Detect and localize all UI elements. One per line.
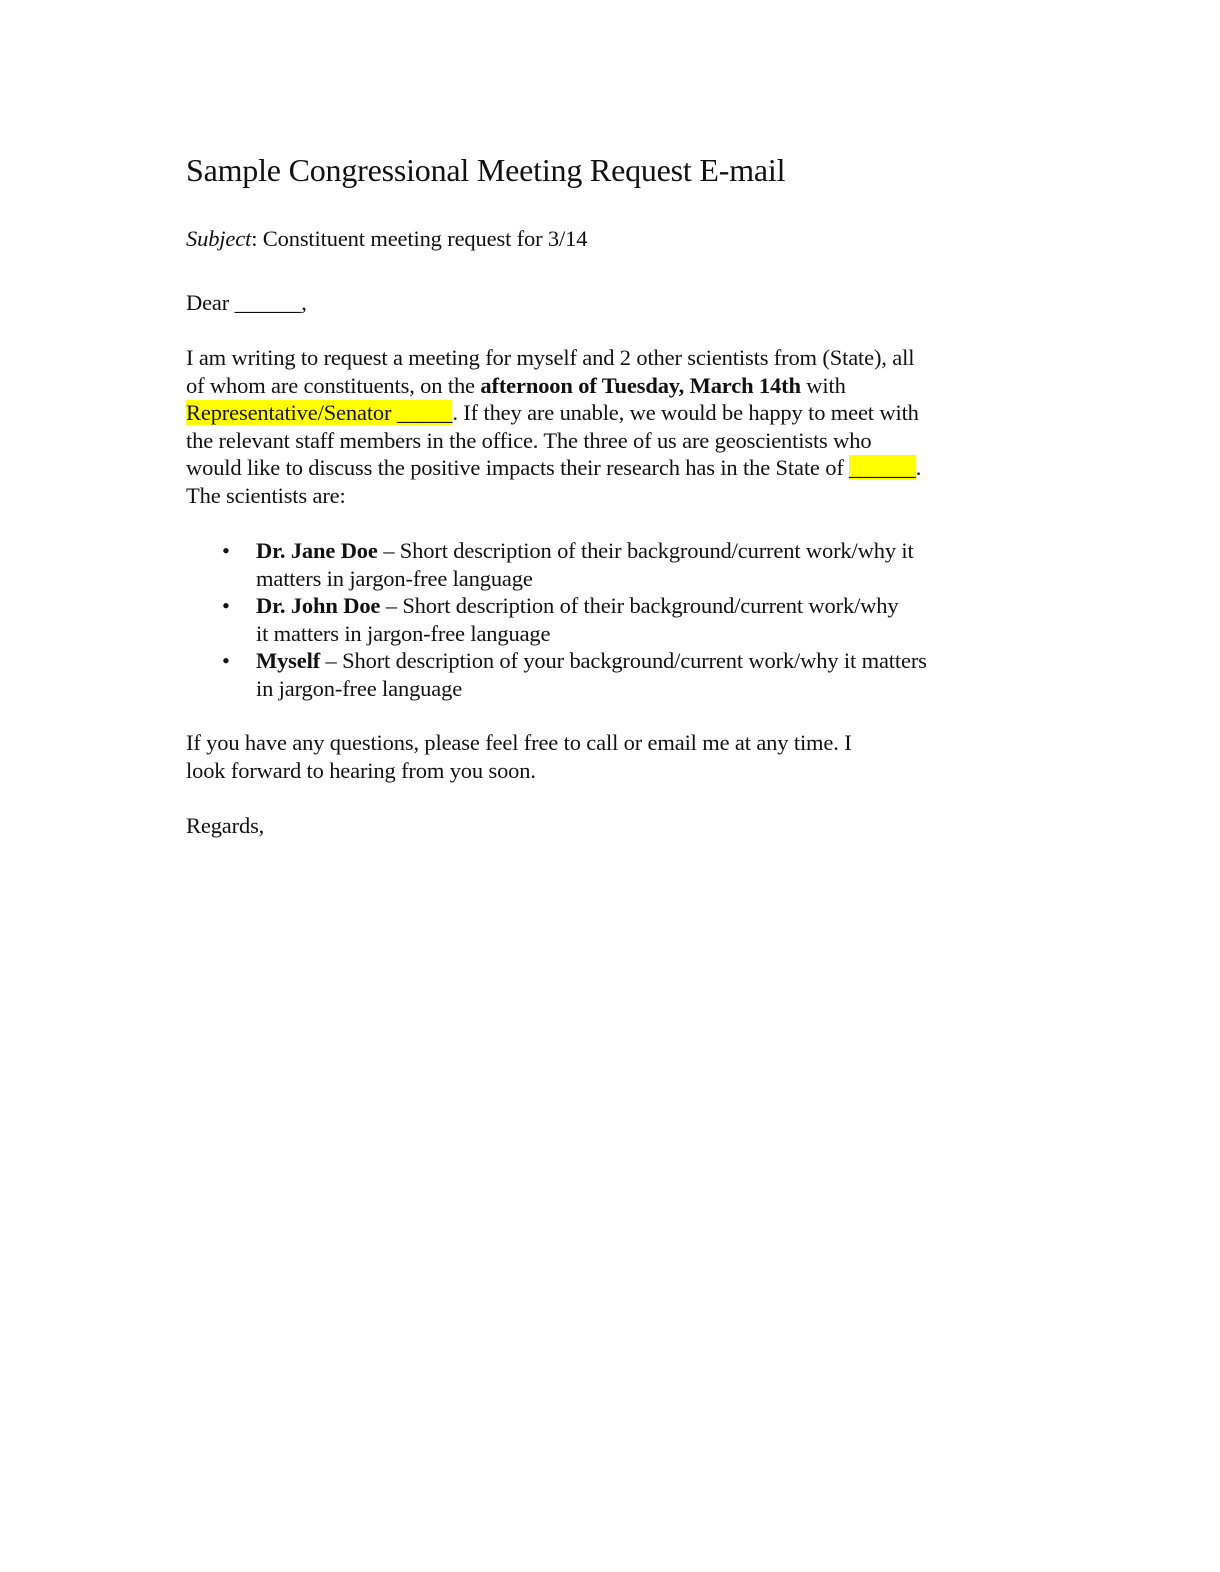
- paragraph-text: of whom are constituents, on the: [186, 372, 481, 398]
- paragraph-line: If you have any questions, please feel free to call or email me at any time. I: [186, 730, 852, 755]
- email-subject: [186, 225, 587, 253]
- scientist-description: in jargon-free language: [256, 675, 463, 701]
- salutation: [186, 289, 307, 317]
- paragraph-text: with: [800, 372, 846, 398]
- paragraph-text: . If they are unable, we would be happy to meet with: [452, 400, 919, 425]
- contact-paragraph: [186, 729, 852, 784]
- bullet-icon: •: [222, 648, 230, 673]
- bullet-icon: •: [222, 538, 230, 563]
- list-item: [186, 537, 927, 592]
- salutation-punct: ,: [301, 290, 307, 315]
- closing: Regards,: [186, 813, 265, 838]
- paragraph-text: .: [915, 455, 922, 480]
- paragraph-line: look forward to hearing from you soon.: [186, 757, 536, 783]
- paragraph-line: [186, 372, 921, 400]
- meeting-date-bold: afternoon of Tuesday, March 14th: [480, 372, 801, 398]
- paragraph-line: The scientists are:: [186, 482, 346, 508]
- subject-text: Constituent meeting request for 3/14: [257, 226, 588, 251]
- list-item: [186, 647, 927, 702]
- recipient-blank: ______: [234, 290, 302, 315]
- scientist-description: it matters in jargon-free language: [256, 620, 551, 646]
- paragraph-line: [186, 399, 921, 427]
- scientist-description: – Short description of their background/current work/why it: [377, 538, 914, 563]
- scientist-name: Myself: [256, 648, 321, 673]
- paragraph-text: would like to discuss the positive impacts their research has in the State of: [186, 455, 850, 480]
- subject-label: Subject: [186, 226, 252, 251]
- salutation-text: Dear: [186, 290, 235, 315]
- scientist-name: Dr. John Doe: [256, 593, 381, 618]
- paragraph-line: [186, 454, 921, 482]
- representative-highlight: Representative/Senator _____: [186, 400, 453, 425]
- scientist-description: – Short description of their background/current work/why: [380, 593, 899, 618]
- scientist-description: – Short description of your background/current work/why it matters: [320, 648, 927, 673]
- request-paragraph: [186, 344, 921, 509]
- subject-separator: :: [251, 226, 258, 251]
- scientist-description: matters in jargon-free language: [256, 565, 533, 591]
- paragraph-line: the relevant staff members in the office. The three of us are geoscientists who: [186, 427, 872, 453]
- list-item: [186, 592, 927, 647]
- bullet-icon: •: [222, 593, 230, 618]
- scientist-name: Dr. Jane Doe: [256, 538, 378, 563]
- paragraph-line: I am writing to request a meeting for myself and 2 other scientists from (State), all: [186, 345, 915, 370]
- scientists-list: [186, 537, 927, 702]
- document-title: Sample Congressional Meeting Request E-mail: [186, 152, 786, 188]
- state-blank-highlight: ______: [849, 455, 916, 480]
